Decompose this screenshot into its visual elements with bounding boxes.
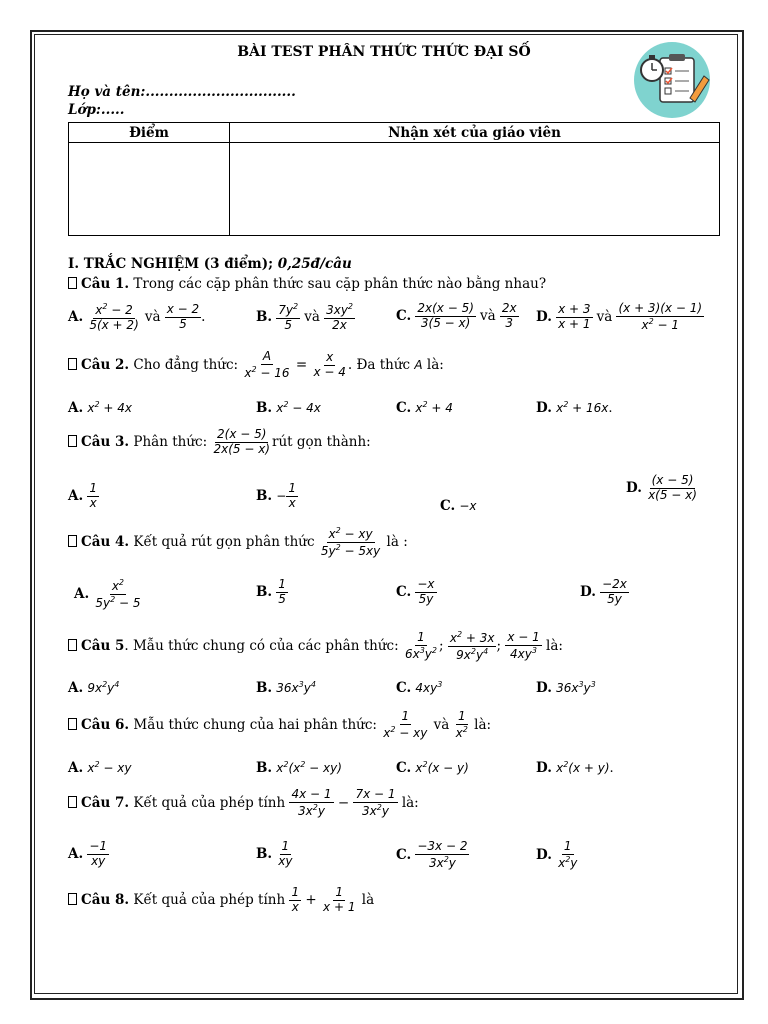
grade-score-cell[interactable] (69, 143, 230, 236)
q6-option-a[interactable]: A. $x^2$ − xy (68, 760, 132, 776)
q1-option-b[interactable]: B. $\frac{7y^2}{5}$ và $\frac{3xy^2}{2x}$ (256, 302, 354, 332)
q3-option-b[interactable]: B. − $\frac{1}{x}$ (256, 481, 296, 510)
q7-option-b[interactable]: B. $\frac{1}{xy}$ (256, 839, 293, 868)
student-name-label: Họ và tên:................................ (68, 84, 296, 100)
q5-option-b[interactable]: B. $36x^3y^4$ (256, 680, 316, 696)
bullet-box-icon (68, 893, 77, 905)
q4-option-a[interactable]: A. $\frac{x^2}{5y^2 - 5}$ (74, 578, 141, 610)
q1-option-a[interactable]: A. $\frac{x^2 - 2}{5(x + 2)}$ và $\frac{x - 2}{5}$ . (68, 302, 206, 332)
grade-header-comment: Nhận xét của giáo viên (230, 123, 720, 143)
q6-option-d[interactable]: D. $x^2(x + y)$. (536, 760, 614, 776)
bullet-box-icon (68, 639, 77, 651)
bullet-box-icon (68, 358, 77, 370)
q1-option-d[interactable]: D. $\frac{x + 3}{x + 1}$ và $\frac{(x + 3)(x - 1)}{x^2 - 1}$ (536, 301, 703, 332)
question-4: Câu 4. Kết quả rút gọn phân thức $\frac{x^2 - xy}{5y^2 - 5xy}$ là : (68, 526, 408, 559)
question-3: Câu 3. Phân thức: $\frac{2(x - 5)}{2x(5 - x)}$ rút gọn thành: (68, 428, 371, 457)
q2-option-b[interactable]: B. $x^2 - 4x$ (256, 400, 321, 416)
q3-option-a[interactable]: A. $\frac{1}{x}$ (68, 481, 97, 510)
bullet-box-icon (68, 796, 77, 808)
question-2: Câu 2. Cho đẳng thức: $\frac{A}{x^2 - 16}$ = $\frac{x}{x - 4}$ . Đa thức A là: (68, 350, 444, 381)
q1-option-c[interactable]: C. $\frac{2x(x - 5)}{3(5 - x)}$ và $\frac{2x}{3}$ (396, 301, 517, 330)
question-7: Câu 7. Kết quả của phép tính $\frac{4x - 1}{3x^2y}$ − $\frac{7x - 1}{3x^2y}$ là: (68, 788, 419, 819)
q5-option-d[interactable]: D. $36x^3y^3$ (536, 680, 596, 696)
q6-option-b[interactable]: B. $x^2(x^2 - xy)$ (256, 760, 342, 776)
section-heading: I. TRẮC NGHIỆM (3 điểm); 0,25đ/câu (68, 256, 352, 272)
q4-option-b[interactable]: B. $\frac{1}{5}$ (256, 577, 286, 606)
question-1: Câu 1. Trong các cặp phân thức sau cặp phân thức nào bằng nhau? (68, 276, 546, 292)
q2-option-d[interactable]: D. $x^2 + 16x$. (536, 400, 613, 416)
grade-table (68, 122, 720, 236)
q2-option-c[interactable]: C. $x^2 + 4$ (396, 400, 453, 416)
q5-option-a[interactable]: A. $9x^2y^4$ (68, 680, 120, 696)
q4-option-c[interactable]: C. $\frac{-x}{5y}$ (396, 577, 435, 606)
question-6: Câu 6. Mẫu thức chung của hai phân thức: $\frac{1}{x^2 - xy}$ và $\frac{1}{x^2}$ là: (68, 710, 491, 741)
q4-option-d[interactable]: D. $\frac{-2x}{5y}$ (580, 577, 627, 606)
q7-option-a[interactable]: A. $\frac{-1}{xy}$ (68, 839, 108, 868)
q6-option-c[interactable]: C. $x^2(x - y)$ (396, 760, 469, 776)
bullet-box-icon (68, 277, 77, 289)
page-title: BÀI TEST PHÂN THỨC THỨC ĐẠI SỐ (237, 44, 531, 60)
question-8: Câu 8. Kết quả của phép tính $\frac{1}{x}$ + $\frac{1}{x + 1}$ là (68, 886, 374, 915)
clipboard-stopwatch-icon (630, 40, 714, 120)
bullet-box-icon (68, 718, 77, 730)
bullet-box-icon (68, 435, 77, 447)
q3-option-d[interactable]: D. $\frac{(x - 5)}{x(5 - x)}$ (626, 473, 697, 502)
student-class-label: Lớp:..... (68, 102, 125, 118)
bullet-box-icon (68, 535, 77, 547)
q5-option-c[interactable]: C. $4xy^3$ (396, 680, 443, 696)
question-5: Câu 5. Mẫu thức chung có của các phân thức: $\frac{1}{6x^3y^2}$ ; $\frac{x^2 + 3x}{9x^2y^4}$ ; $\frac{x - 1}{4xy^3}$ là: (68, 630, 563, 663)
q7-option-d[interactable]: D. $\frac{1}{x^2y}$ (536, 839, 578, 870)
q2-option-a[interactable]: A. $x^2 + 4x$ (68, 400, 132, 416)
grade-comment-cell[interactable] (230, 143, 720, 236)
q3-option-c[interactable]: C. −x (440, 498, 477, 514)
grade-header-score: Điểm (69, 123, 230, 143)
q7-option-c[interactable]: C. $\frac{-3x - 2}{3x^2y}$ (396, 839, 468, 870)
